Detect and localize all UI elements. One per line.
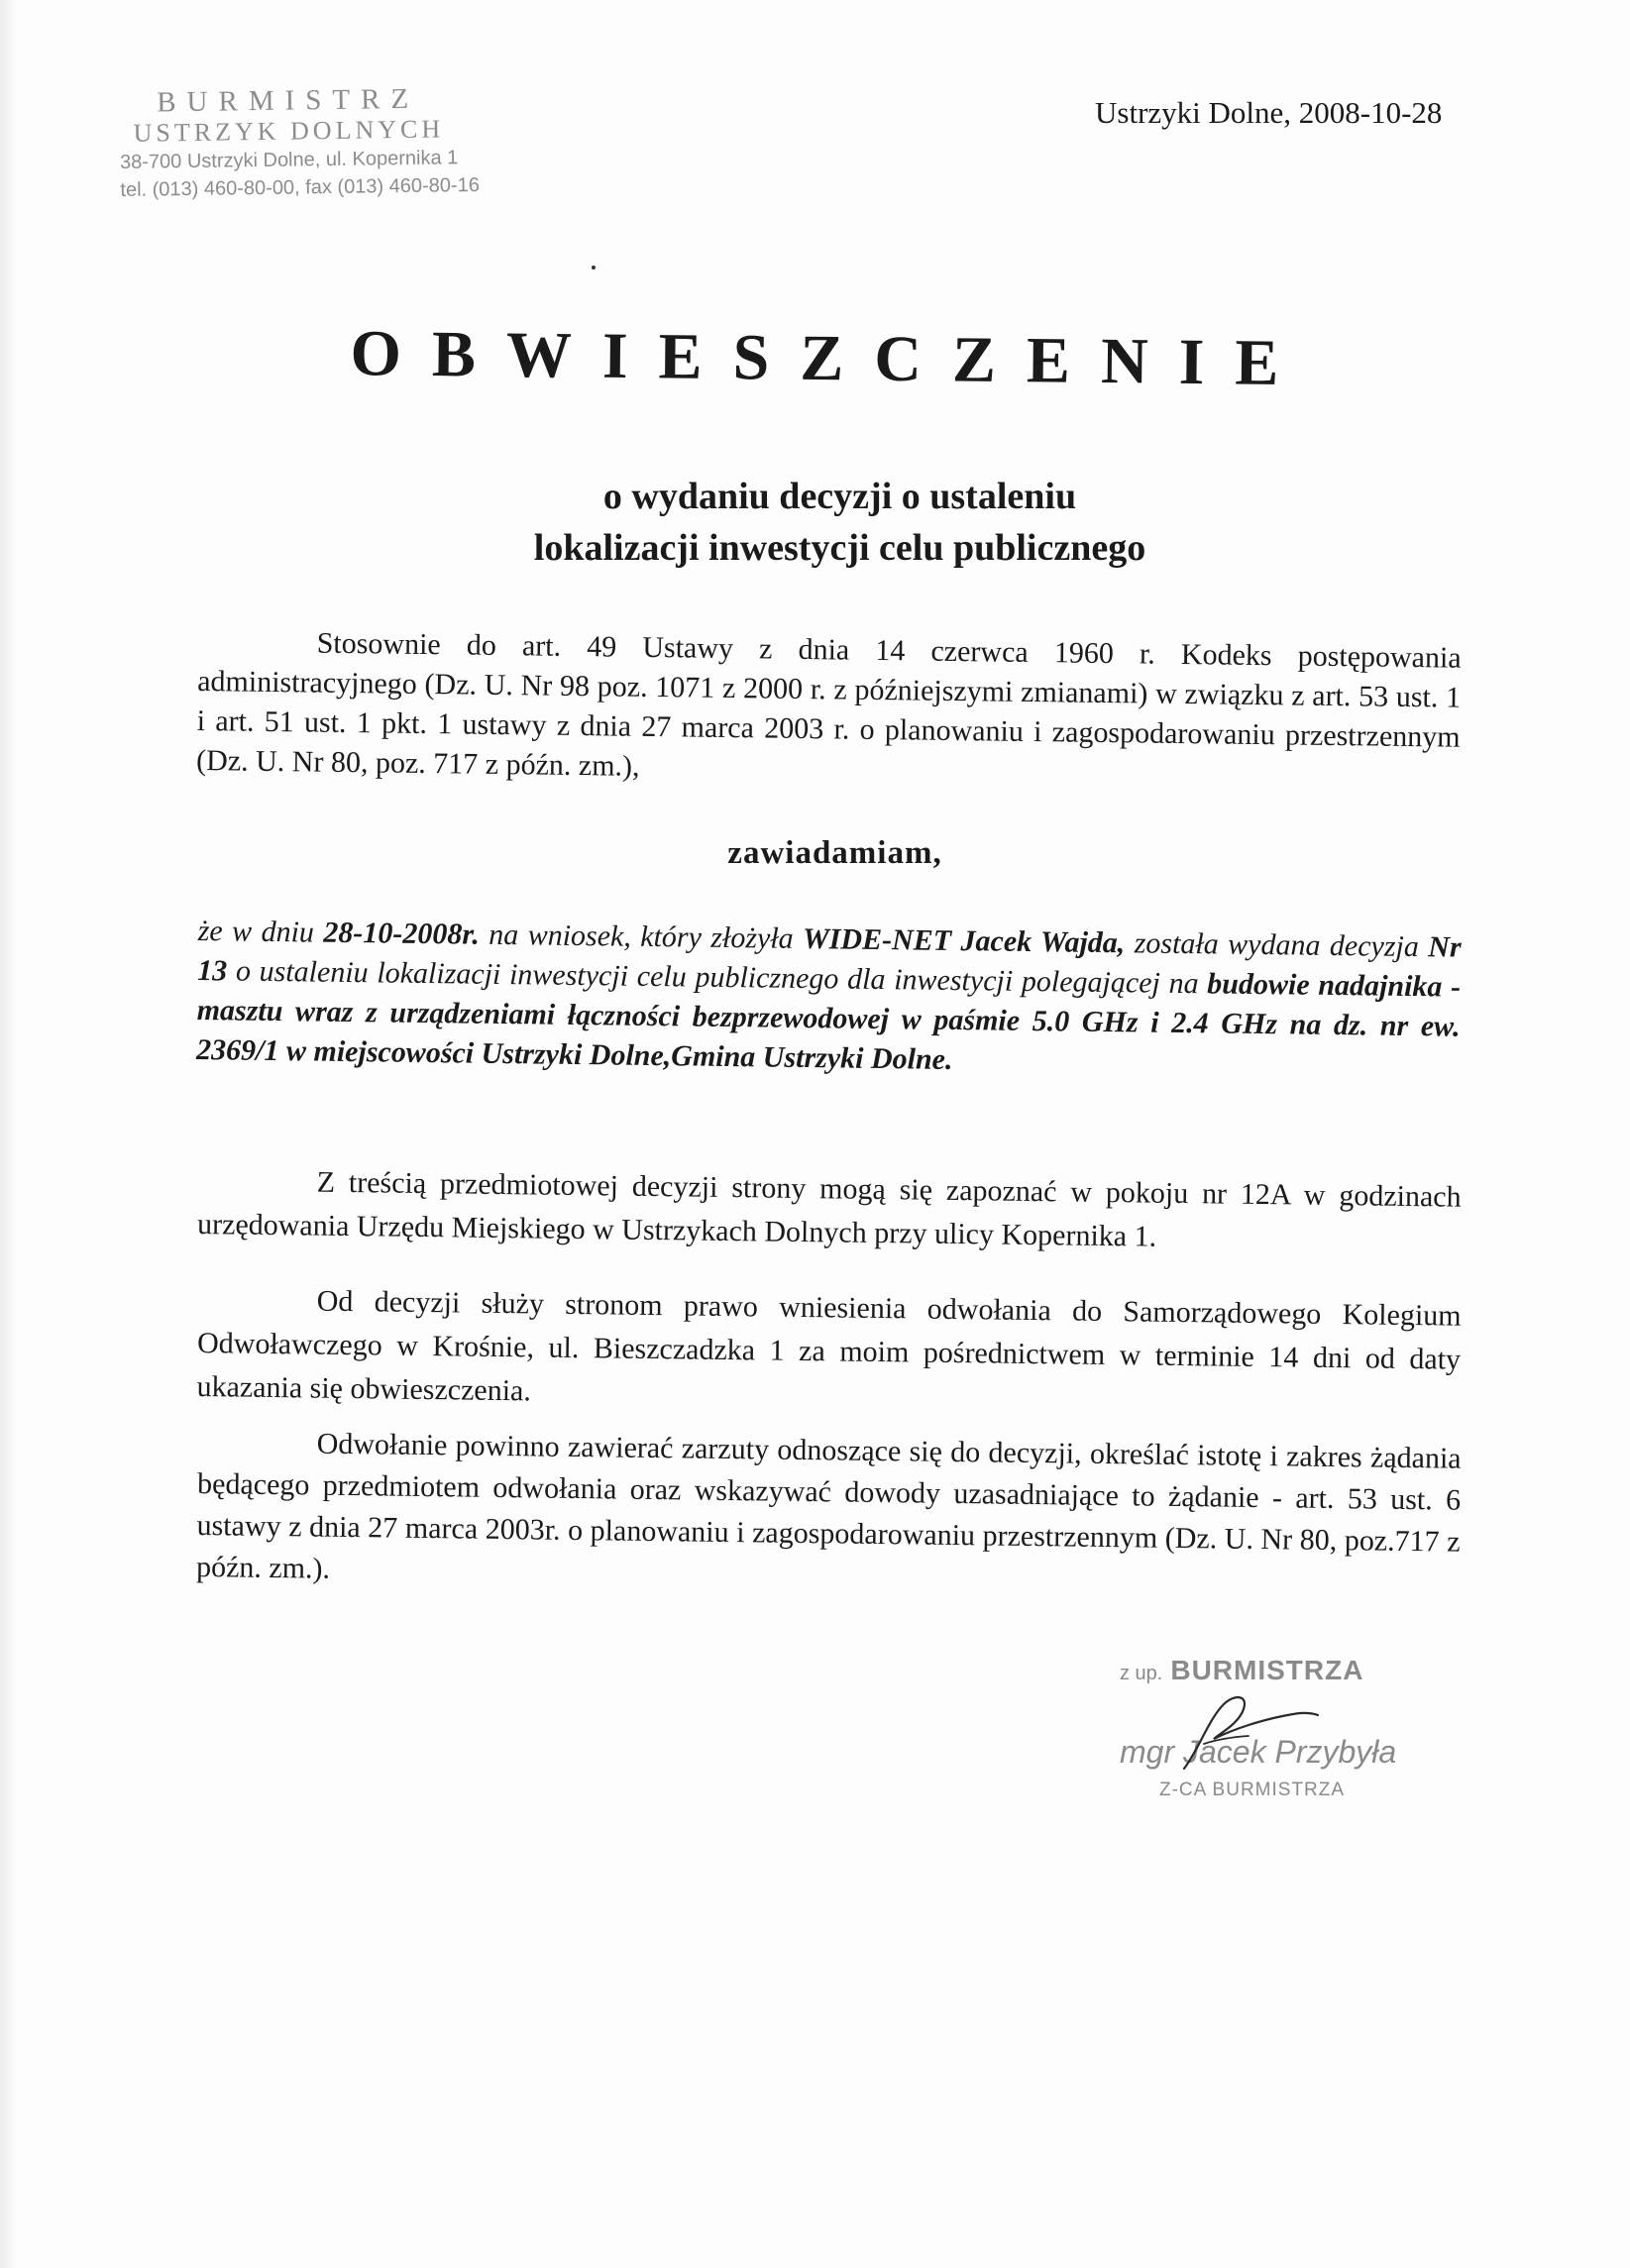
decision-number: Nr 13: [197, 930, 1462, 988]
appeal-paragraph: Od decyzji służy stronom prawo wniesienia odwołania do Samorządowego Kolegium Odwoławczego w Krośnie, ul. Bieszczadzka 1 za moim pośrednictwem w terminie 14 dni od daty ukazania się obwieszczenia.: [196, 1284, 1462, 1408]
subtitle-line-2: lokalizacji inwestycji celu publicznego: [533, 527, 1146, 569]
stamp-address: 38-700 Ustrzyki Dolne, ul. Kopernika 1: [119, 147, 459, 173]
on-behalf-prefix: z up.: [1120, 1663, 1163, 1684]
decision-date: 28-10-2008r.: [323, 916, 481, 951]
on-behalf-title: BURMISTRZA: [1170, 1655, 1364, 1685]
stamp-title: BURMISTRZ: [156, 82, 420, 119]
signer-name: mgr Jacek Przybyła: [1120, 1734, 1397, 1770]
stamp-phone: tel. (013) 460-80-00, fax (013) 460-80-16: [120, 173, 481, 201]
signer-role: Z-CA BURMISTRZA: [1159, 1780, 1346, 1800]
decision-applicant: WIDE-NET Jacek Wajda,: [802, 921, 1126, 960]
stamp-subtitle: USTRZYK DOLNYCH: [133, 114, 445, 148]
scan-dot: [592, 266, 596, 270]
place-and-date: Ustrzyki Dolne, 2008-10-28: [1095, 95, 1443, 130]
on-behalf-stamp: [1120, 1655, 1363, 1686]
legal-basis-paragraph: Stosownie do art. 49 Ustawy z dnia 14 czerwca 1960 r. Kodeks postępowania administracyjnego (Dz. U. Nr 98 poz. 1071 z 2000 r. z późniejszymi zmianami) w związku z art. 53 ust. 1 i art. 51 ust. 1 pkt. 1 ustawy z dnia 27 marca 2003 r. o planowaniu i zagospodarowaniu przestrzennym (Dz. U. Nr 80, poz. 717 z późn. zm.),: [195, 626, 1462, 783]
decision-text-3: została wydana decyzja: [1125, 926, 1429, 964]
subtitle-line-1: o wydaniu decyzji o ustaleniu: [602, 476, 1077, 517]
appeal-content-paragraph: Odwołanie powinno zawierać zarzuty odnoszące się do decyzji, określać istotę i zakres żądania będącego przedmiotem odwołania oraz wskazywać dowody uzasadniające to żądanie - art. 53 ust. 6 ustawy z dnia 27 marca 2003r. o planowaniu i zagospodarowaniu przestrzennym (Dz. U. Nr 80, poz.717 z późn. zm.).: [195, 1427, 1462, 1585]
decision-text-1: że w dniu: [197, 914, 324, 949]
office-stamp: [119, 81, 517, 204]
decision-text-2: na wniosek, który złożyła: [479, 918, 804, 955]
document-title: OBWIESZCZENIE: [350, 317, 1310, 400]
decision-text-4: o ustaleniu lokalizacji inwestycji celu publicznego dla inwestycji polegającej na: [227, 954, 1208, 1001]
announce-heading: zawiadamiam,: [727, 835, 942, 871]
handwritten-signature: [1174, 1689, 1323, 1779]
access-paragraph: Z treścią przedmiotowej decyzji strony mogą się zapoznać w pokoju nr 12A w godzinach urzędowania Urzędu Miejskiego w Ustrzykach Dolnych przy ulicy Kopernika 1.: [196, 1165, 1462, 1253]
decision-subject: budowie nadajnika - masztu wraz z urządzeniami łączności bezprzewodowej w paśmie 5.0 GHz i 2.4 GHz na dz. nr ew. 2369/1 w miejscowości Ustrzyki Dolne,Gmina Ustrzyki Dolne.: [195, 967, 1462, 1076]
decision-paragraph: [196, 912, 1462, 1087]
